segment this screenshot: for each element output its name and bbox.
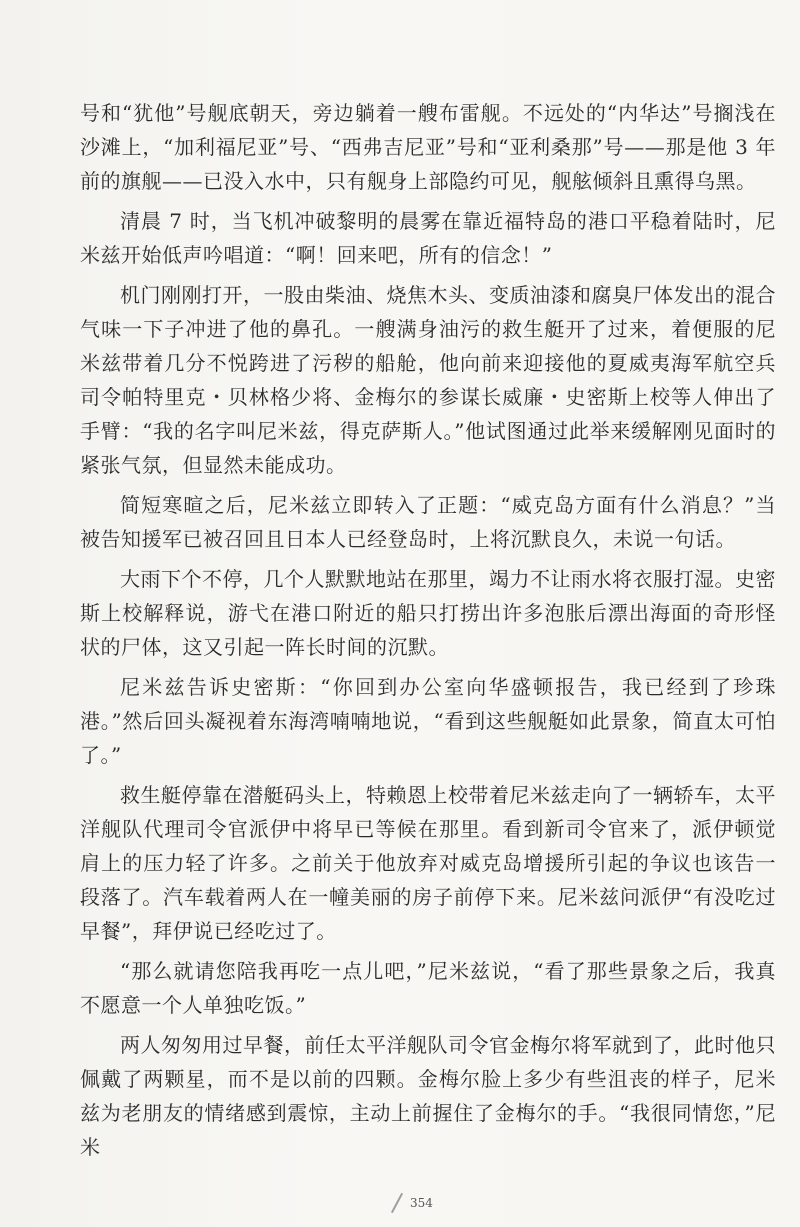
paragraph-2: 清晨 7 时，当飞机冲破黎明的晨雾在靠近福特岛的港口平稳着陆时，尼米兹开始低声吟唱道：“啊！回来吧，所有的信念！”	[80, 209, 776, 267]
paragraph-5: 大雨下个不停，几个人默默地站在那里，竭力不让雨水将衣服打湿。史密斯上校解释说，游弋在港口附近的船只打捞出许多泡胀后漂出海面的奇形怪状的尸体，这又引起一阵长时间的沉默。	[80, 567, 776, 659]
paragraph-6: 尼米兹告诉史密斯：“你回到办公室向华盛顿报告，我已经到了珍珠港。”然后回头凝视着东海湾喃喃地说，“看到这些舰艇如此景象，简直太可怕了。”	[80, 675, 776, 767]
paragraph-7: 救生艇停靠在潜艇码头上，特赖恩上校带着尼米兹走向了一辆轿车，太平洋舰队代理司令官派伊中将早已等候在那里。看到新司令官来了，派伊顿觉肩上的压力轻了许多。之前关于他放弃对威克岛增援所引起的争议也该告一段落了。汽车载着两人在一幢美丽的房子前停下来。尼米兹问派伊“有没吃过早餐”，拜伊说已经吃过了。	[80, 783, 776, 943]
paragraph-9: 两人匆匆用过早餐，前任太平洋舰队司令官金梅尔将军就到了，此时他只佩戴了两颗星，而不是以前的四颗。金梅尔脸上多少有些沮丧的样子，尼米兹为老朋友的情绪感到震惊，主动上前握住了金梅尔的手。“我很同情您，”尼米	[80, 1033, 776, 1159]
paragraph-8: “那么就请您陪我再吃一点儿吧，”尼米兹说，“看了那些景象之后，我真不愿意一个人单独吃饭。”	[80, 959, 776, 1017]
page-footer	[0, 1196, 800, 1220]
paragraph-4: 简短寒暄之后，尼米兹立即转入了正题：“威克岛方面有什么消息？”当被告知援军已被召回且日本人已经登岛时，上将沉默良久，未说一句话。	[80, 493, 776, 551]
paragraph-1: 号和“犹他”号舰底朝天，旁边躺着一艘布雷舰。不远处的“内华达”号搁浅在沙滩上，“加利福尼亚”号、“西弗吉尼亚”号和“亚利桑那”号——那是他 3 年前的旗舰——已没入水中，只有舰身上部隐约可见，舰舷倾斜且熏得乌黑。	[80, 101, 776, 193]
paragraph-3: 机门刚刚打开，一股由柴油、烧焦木头、变质油漆和腐臭尸体发出的混合气味一下子冲进了他的鼻孔。一艘满身油污的救生艇开了过来，着便服的尼米兹带着几分不悦跨进了污秽的船舱，他向前来迎接他的夏威夷海军航空兵司令帕特里克・贝林格少将、金梅尔的参谋长威廉・史密斯上校等人伸出了手臂：“我的名字叫尼米兹，得克萨斯人。”他试图通过此举来缓解刚见面时的紧张气氛，但显然未能成功。	[80, 283, 776, 477]
page-number-slash	[391, 1193, 403, 1213]
body-text	[80, 96, 776, 1170]
page-number: 354	[410, 1196, 433, 1210]
